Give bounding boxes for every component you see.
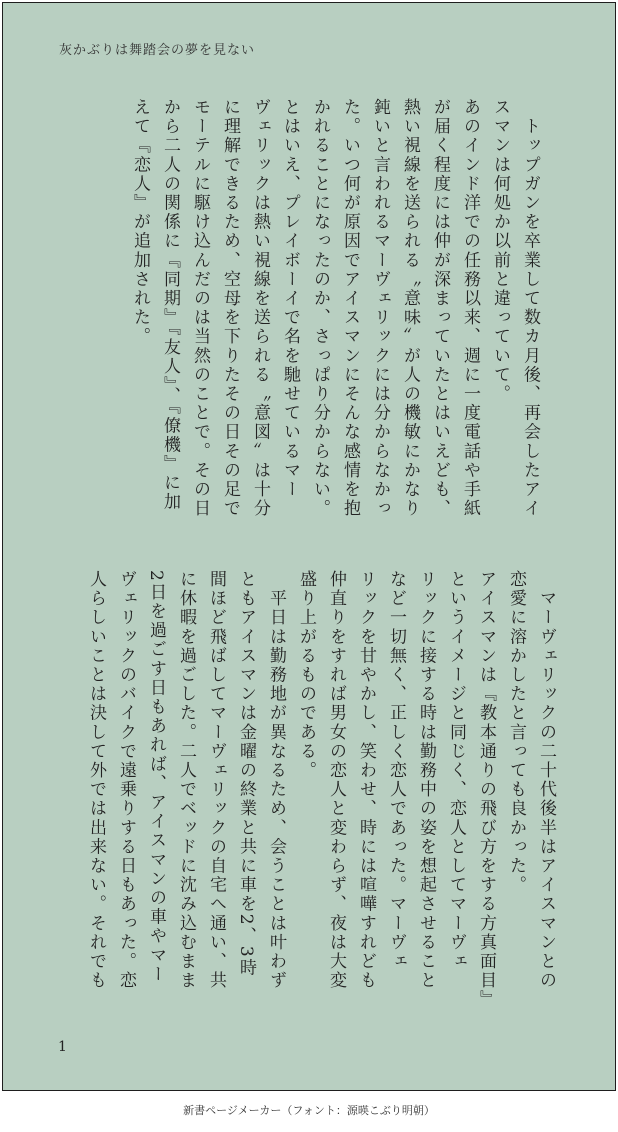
text-line: に理解できるため、空母を下りたその日その足で <box>220 98 240 519</box>
text-line: から二人の関係に『同期』『友人』、『僚機』に加 <box>160 98 180 512</box>
text-line: 熱い視線を送られる〝意味〟が人の機敏にかなり <box>400 98 420 519</box>
text-line: 平日は勤務地が異なるため、会うことは叶わず <box>266 570 286 991</box>
text-line: 鈍いと言われるマーヴェリックには分からなかっ <box>370 98 390 519</box>
text-line: マーヴェリックの二十代後半はアイスマンとの <box>536 570 556 991</box>
text-line: 人らしいことは決して外では出来ない。それでも <box>86 570 106 991</box>
text-line: トップガンを卒業して数カ月後、再会したアイ <box>520 98 540 519</box>
text-line: 2日を過ごす日もあれば、アイスマンの車やマー <box>146 570 166 985</box>
text-line: とはいえ、プレイボーイで名を馳せているマー <box>280 98 300 500</box>
text-line: リックに接する時は勤務中の姿を想起させること <box>416 570 436 991</box>
text-line: というイメージと同じく、恋人としてマーヴェ <box>446 570 466 972</box>
text-line: など一切無く、正しく恋人であった。マーヴェ <box>386 570 406 972</box>
text-line: ともアイスマンは金曜の終業と共に車を2、3時 <box>236 570 256 978</box>
text-block-upper <box>127 98 543 518</box>
text-line: が届く程度には仲が深まっていたとはいえども、 <box>430 98 450 519</box>
text-block-lower <box>83 570 559 1009</box>
text-line: リックを甘やかし、笑わせ、時には喧嘩すれども <box>356 570 376 991</box>
text-line: アイスマンは『教本通りの飛び方をする方真面目』 <box>476 570 496 1010</box>
text-line: 恋愛に溶かしたと言っても良かった。 <box>506 570 526 895</box>
text-line: に休暇を過ごした。二人でベッドに沈み込むまま <box>176 570 196 991</box>
text-line: た。いつ何が原因でアイスマンにそんな感情を抱 <box>340 98 360 519</box>
text-line: モーテルに駆け込んだのは当然のことで。その日 <box>190 98 210 519</box>
book-title: 灰かぶりは舞踏会の夢を見ない <box>59 43 256 58</box>
text-line: 間ほど飛ばしてマーヴェリックの自宅へ通い、共 <box>206 570 226 991</box>
text-line: スマンは何処か以前と違っていて。 <box>490 98 510 404</box>
text-line: 盛り上がるものである。 <box>296 570 316 781</box>
footer-credit: 新書ページメーカー（フォント：源暎こぶり明朝） <box>183 1104 435 1117</box>
page-number: 1 <box>58 1039 67 1055</box>
text-line: あのインド洋での任務以来、週に一度電話や手紙 <box>460 98 480 519</box>
text-line: 仲直りをすれば男女の恋人と変わらず、夜は大変 <box>326 570 346 991</box>
book-page <box>2 2 616 1091</box>
text-line: ヴェリックのバイクで遠乗りする日もあった。恋 <box>116 570 136 991</box>
text-line: かれることになったのか、さっぱり分からない。 <box>310 98 330 519</box>
text-line: えて『恋人』が追加された。 <box>130 98 150 347</box>
text-line: ヴェリックは熱い視線を送られる〝意図〟は十分 <box>250 98 270 519</box>
